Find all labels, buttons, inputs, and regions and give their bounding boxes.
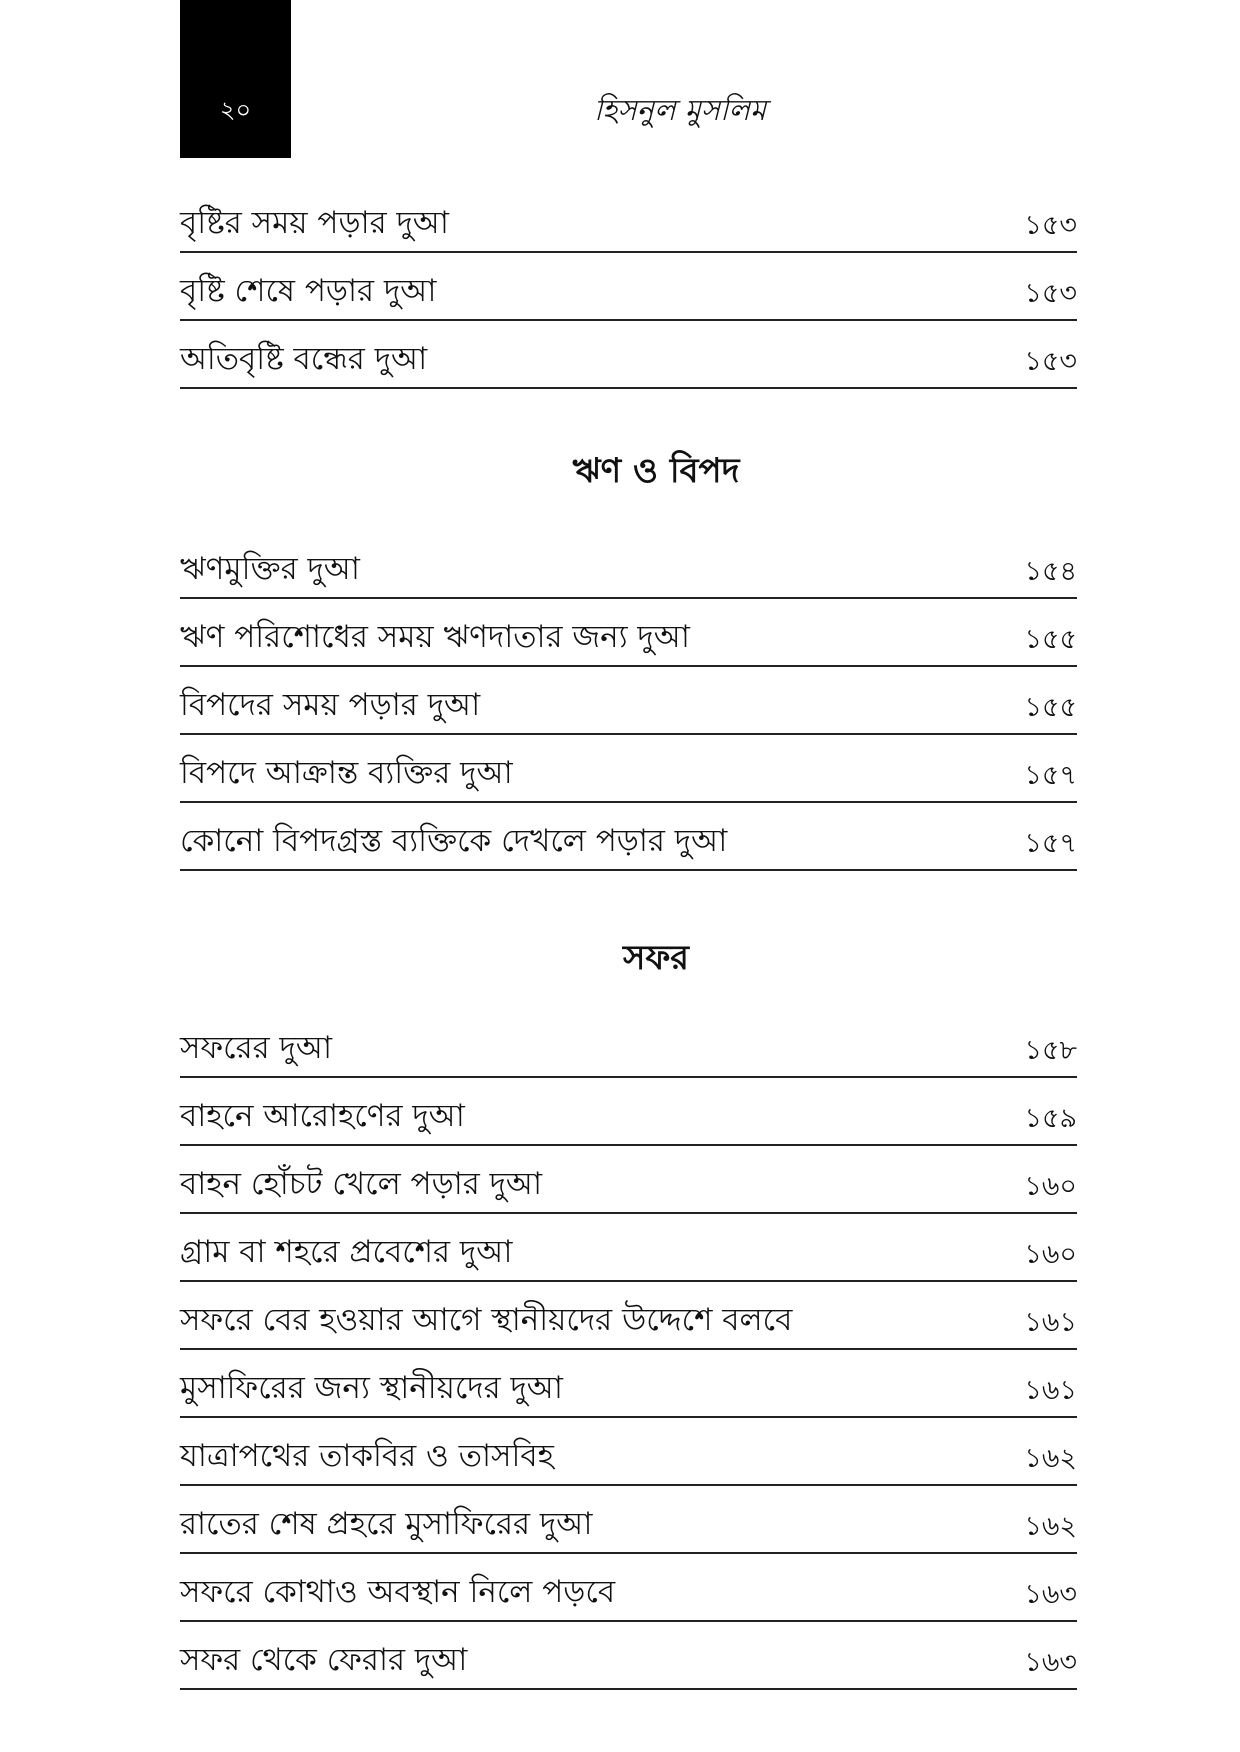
travel-section <box>180 1012 1077 1692</box>
toc-entry[interactable] <box>180 1148 1077 1214</box>
entry-title: সফরের দুআ <box>180 1030 332 1066</box>
entry-page-number: ১৬১ <box>1024 1375 1077 1406</box>
entry-page-number: ১৬৩ <box>1024 1647 1077 1678</box>
entry-page-number: ১৬২ <box>1024 1511 1077 1542</box>
entry-title: অতিবৃষ্টি বন্ধের দুআ <box>180 341 428 377</box>
entry-page-number: ১৫৩ <box>1024 346 1077 377</box>
toc-entry[interactable] <box>180 737 1077 803</box>
entry-title: বাহন হোঁচট খেলে পড়ার দুআ <box>180 1166 543 1202</box>
debt-entry-list <box>180 533 1077 871</box>
entry-title: বৃষ্টি শেষে পড়ার দুআ <box>180 273 437 309</box>
entry-title: সফর থেকে ফেরার দুআ <box>180 1642 468 1678</box>
entry-page-number: ১৫৯ <box>1024 1103 1077 1134</box>
travel-section-heading-wrap <box>180 938 1077 978</box>
entry-page-number: ১৫৩ <box>1024 210 1077 241</box>
running-title: হিসনুল মুসলিম <box>593 93 767 127</box>
entry-page-number: ১৫৫ <box>1024 624 1077 655</box>
toc-entry[interactable] <box>180 601 1077 667</box>
entry-page-number: ১৫৭ <box>1024 760 1077 791</box>
entry-page-number: ১৬৩ <box>1024 1579 1077 1610</box>
page-number-tab <box>180 0 291 158</box>
entry-title: ঋণমুক্তির দুআ <box>180 551 360 587</box>
entry-page-number: ১৫৮ <box>1024 1035 1077 1066</box>
toc-entry[interactable] <box>180 1284 1077 1350</box>
toc-entry[interactable] <box>180 255 1077 321</box>
entry-title: সফরে বের হওয়ার আগে স্থানীয়দের উদ্দেশে বলবে <box>180 1302 793 1338</box>
toc-entry[interactable] <box>180 187 1077 253</box>
entry-page-number: ১৫৭ <box>1024 828 1077 859</box>
entry-title: রাতের শেষ প্রহরে মুসাফিরের দুআ <box>180 1506 593 1542</box>
entry-title: মুসাফিরের জন্য স্থানীয়দের দুআ <box>180 1370 563 1406</box>
entry-title: গ্রাম বা শহরে প্রবেশের দুআ <box>180 1234 513 1270</box>
toc-entry[interactable] <box>180 1080 1077 1146</box>
entry-page-number: ১৫৫ <box>1024 692 1077 723</box>
entry-page-number: ১৬০ <box>1024 1171 1077 1202</box>
debt-section <box>180 533 1077 873</box>
entry-page-number: ১৬২ <box>1024 1443 1077 1474</box>
toc-entry[interactable] <box>180 533 1077 599</box>
toc-entry[interactable] <box>180 1216 1077 1282</box>
entry-page-number: ১৬০ <box>1024 1239 1077 1270</box>
entry-page-number: ১৫৪ <box>1024 556 1077 587</box>
entry-title: বিপদের সময় পড়ার দুআ <box>180 687 481 723</box>
weather-entry-list <box>180 187 1077 389</box>
entry-title: সফরে কোথাও অবস্থান নিলে পড়বে <box>180 1574 616 1610</box>
travel-entry-list <box>180 1012 1077 1690</box>
debt-section-heading-wrap <box>180 451 1077 491</box>
entry-page-number: ১৫৩ <box>1024 278 1077 309</box>
entry-title: ঋণ পরিশোধের সময় ঋণদাতার জন্য দুআ <box>180 619 690 655</box>
toc-entry[interactable] <box>180 1488 1077 1554</box>
toc-entry[interactable] <box>180 1012 1077 1078</box>
toc-entry[interactable] <box>180 1624 1077 1690</box>
toc-entry[interactable] <box>180 1420 1077 1486</box>
entry-title: যাত্রাপথের তাকবির ও তাসবিহ <box>180 1438 554 1474</box>
entry-page-number: ১৬১ <box>1024 1307 1077 1338</box>
entry-title: বৃষ্টির সময় পড়ার দুআ <box>180 205 449 241</box>
section-heading-debt: ঋণ ও বিপদ <box>572 451 740 491</box>
page-number: ২০ <box>219 96 252 124</box>
entry-title: বিপদে আক্রান্ত ব্যক্তির দুআ <box>180 755 513 791</box>
entry-title: কোনো বিপদগ্রস্ত ব্যক্তিকে দেখলে পড়ার দুআ <box>180 823 728 859</box>
toc-entry[interactable] <box>180 1352 1077 1418</box>
toc-entry[interactable] <box>180 669 1077 735</box>
entry-title: বাহনে আরোহণের দুআ <box>180 1098 465 1134</box>
toc-entry[interactable] <box>180 323 1077 389</box>
section-heading-travel: সফর <box>622 938 689 978</box>
toc-entry[interactable] <box>180 805 1077 871</box>
weather-entries-section <box>180 187 1077 391</box>
toc-entry[interactable] <box>180 1556 1077 1622</box>
